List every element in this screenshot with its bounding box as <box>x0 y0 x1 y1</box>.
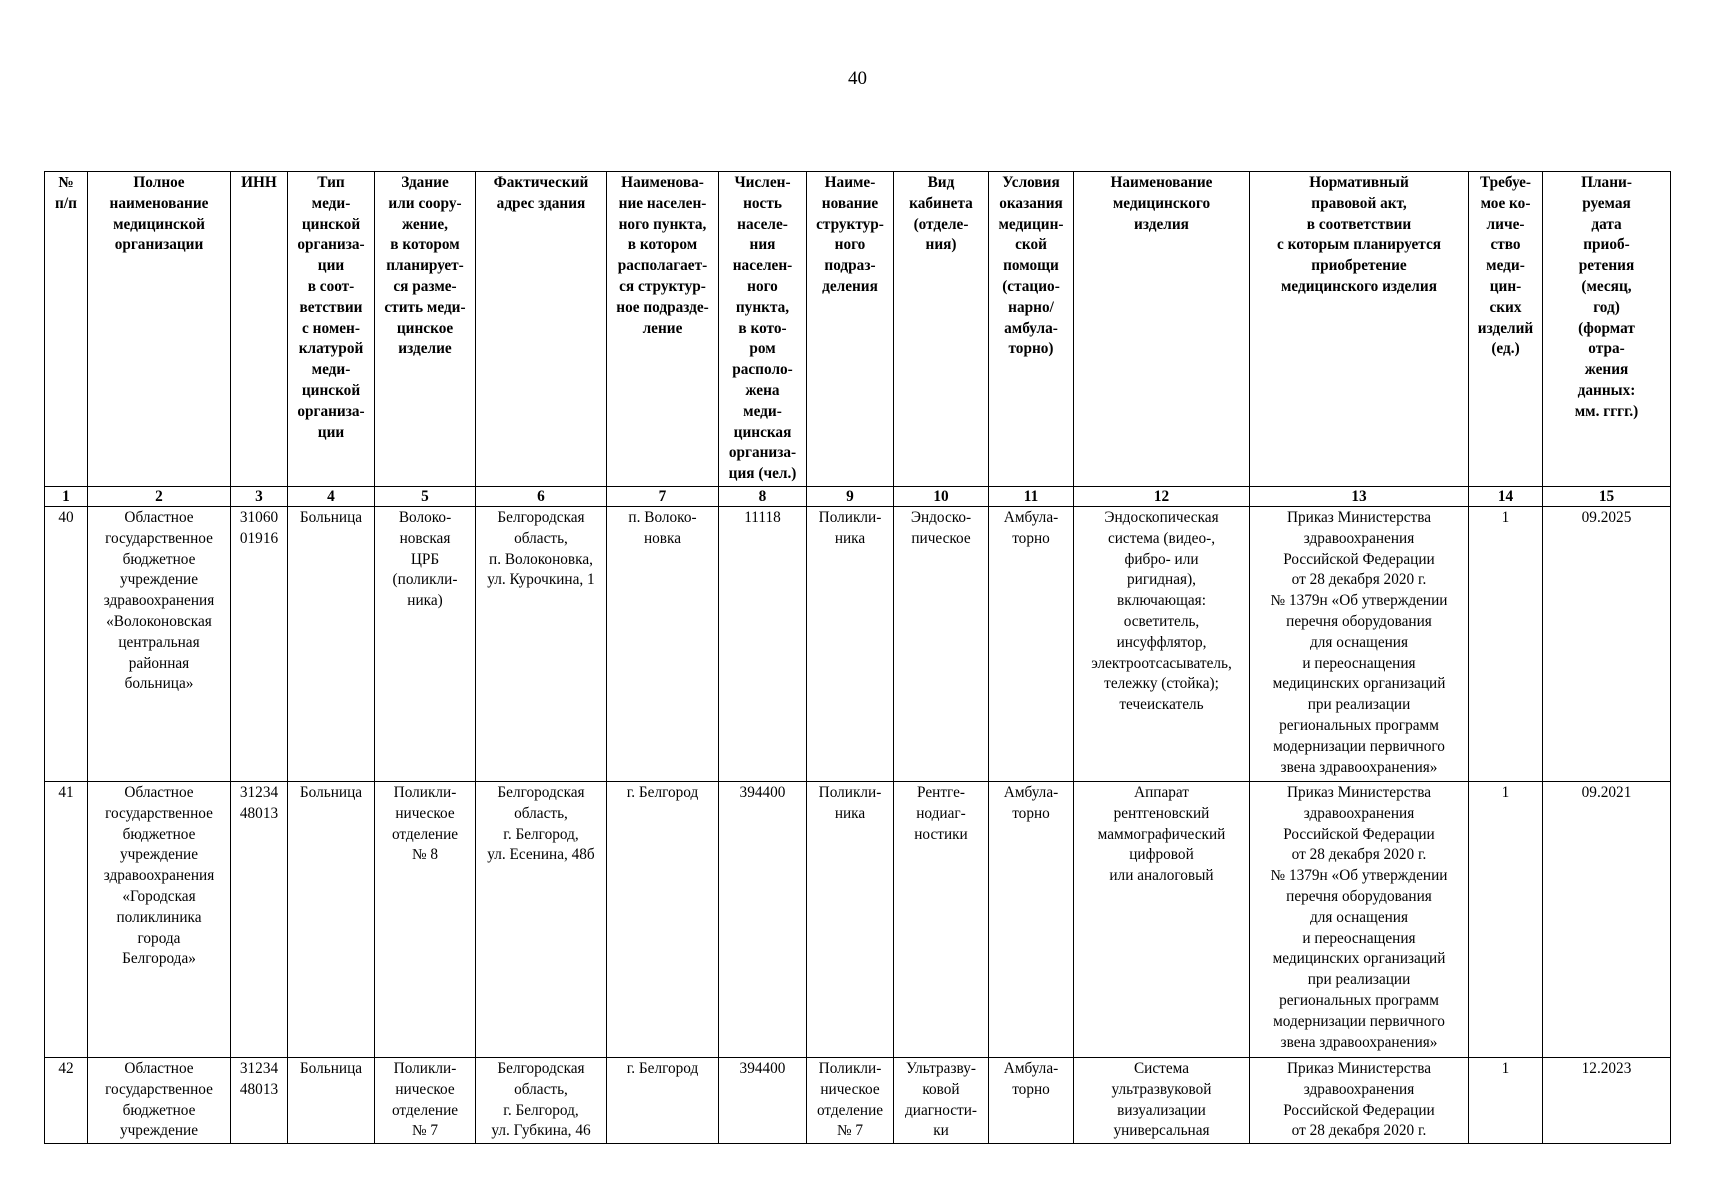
header-cell: № п/п <box>45 172 88 487</box>
table-cell: 1 <box>1469 1057 1543 1143</box>
table-cell: 09.2021 <box>1543 781 1671 1057</box>
header-cell: Условия оказания медицин- ской помощи (стацио- нарно/ амбула- торно) <box>989 172 1074 487</box>
table-cell: Белгородская область, п. Волоконовка, ул. Курочкина, 1 <box>476 506 607 781</box>
column-number: 14 <box>1469 486 1543 506</box>
table-cell: 41 <box>45 781 88 1057</box>
table-cell: Поликли- ническое отделение № 7 <box>807 1057 894 1143</box>
column-number: 13 <box>1250 486 1469 506</box>
table-cell: 394400 <box>719 1057 807 1143</box>
header-cell: Требуе- мое ко- личе- ство меди- цин- ских изделий (ед.) <box>1469 172 1543 487</box>
table-cell: Больница <box>288 1057 375 1143</box>
table-cell: 31234 48013 <box>231 781 288 1057</box>
table-cell: Белгородская область, г. Белгород, ул. Есенина, 48б <box>476 781 607 1057</box>
table-cell: Эндоскопическая система (видео-, фибро- или ригидная), включающая: осветитель, инсуффлятор, электроотсасыватель, тележку (стойка); течеискатель <box>1074 506 1250 781</box>
table-cell: г. Белгород <box>607 781 719 1057</box>
header-row <box>45 172 1671 487</box>
table-cell: Аппарат рентгеновский маммографический цифровой или аналоговый <box>1074 781 1250 1057</box>
table-cell: Поликли- ника <box>807 506 894 781</box>
header-cell: Плани- руемая дата приоб- ретения (месяц, год) (формат отра- жения данных: мм. гггг.) <box>1543 172 1671 487</box>
table-cell: Волоко- новская ЦРБ (поликли- ника) <box>375 506 476 781</box>
table-cell: Амбула- торно <box>989 1057 1074 1143</box>
table-cell: Эндоско- пическое <box>894 506 989 781</box>
table-cell: Приказ Министерства здравоохранения Российской Федерации от 28 декабря 2020 г. № 1379н «Об утверждении перечня оборудования для оснащения и переоснащения медицинских организаций при реализации региональных программ модернизации первичного звена здравоохранения» <box>1250 781 1469 1057</box>
column-number-row <box>45 486 1671 506</box>
table-cell: 42 <box>45 1057 88 1143</box>
column-number: 6 <box>476 486 607 506</box>
table-cell: 11118 <box>719 506 807 781</box>
table-cell: 12.2023 <box>1543 1057 1671 1143</box>
table-row <box>45 781 1671 1057</box>
column-number: 7 <box>607 486 719 506</box>
header-cell: Здание или соору- жение, в котором планирует- ся разме- стить меди- цинское изделие <box>375 172 476 487</box>
table-cell: 1 <box>1469 506 1543 781</box>
table-cell: Белгородская область, г. Белгород, ул. Губкина, 46 <box>476 1057 607 1143</box>
header-cell: ИНН <box>231 172 288 487</box>
table-cell: Областное государственное бюджетное учреждение <box>88 1057 231 1143</box>
table-cell: Приказ Министерства здравоохранения Российской Федерации от 28 декабря 2020 г. № 1379н «Об утверждении перечня оборудования для оснащения и переоснащения медицинских организаций при реализации региональных программ модернизации первичного звена здравоохранения» <box>1250 506 1469 781</box>
table-row <box>45 506 1671 781</box>
table-cell: п. Волоко- новка <box>607 506 719 781</box>
column-number: 5 <box>375 486 476 506</box>
table-cell: Областное государственное бюджетное учреждение здравоохранения «Городская поликлиника города Белгорода» <box>88 781 231 1057</box>
table-cell: Больница <box>288 506 375 781</box>
header-cell: Полное наименование медицинской организации <box>88 172 231 487</box>
column-number: 15 <box>1543 486 1671 506</box>
table-cell: Амбула- торно <box>989 506 1074 781</box>
table-cell: 394400 <box>719 781 807 1057</box>
column-number: 11 <box>989 486 1074 506</box>
table-cell: 31060 01916 <box>231 506 288 781</box>
table-cell: 31234 48013 <box>231 1057 288 1143</box>
table-cell: Поликли- ника <box>807 781 894 1057</box>
header-cell: Фактический адрес здания <box>476 172 607 487</box>
table-cell: Больница <box>288 781 375 1057</box>
column-number: 10 <box>894 486 989 506</box>
column-number: 9 <box>807 486 894 506</box>
header-cell: Наиме- нование структур- ного подраз- деления <box>807 172 894 487</box>
table-cell: Система ультразвуковой визуализации универсальная <box>1074 1057 1250 1143</box>
table-cell: Поликли- ническое отделение № 7 <box>375 1057 476 1143</box>
header-cell: Числен- ность населе- ния населен- ного пункта, в кото- ром располо- жена меди- цинская организа- ция (чел.) <box>719 172 807 487</box>
header-cell: Вид кабинета (отделе- ния) <box>894 172 989 487</box>
column-number: 4 <box>288 486 375 506</box>
table-cell: г. Белгород <box>607 1057 719 1143</box>
column-number: 8 <box>719 486 807 506</box>
page-number: 40 <box>848 68 867 89</box>
table-cell: Ультразву- ковой диагности- ки <box>894 1057 989 1143</box>
equipment-table <box>44 171 1671 1144</box>
header-cell: Наименование медицинского изделия <box>1074 172 1250 487</box>
column-number: 2 <box>88 486 231 506</box>
column-number: 3 <box>231 486 288 506</box>
column-number: 12 <box>1074 486 1250 506</box>
table-cell: Рентге- нодиаг- ностики <box>894 781 989 1057</box>
table-cell: Поликли- ническое отделение № 8 <box>375 781 476 1057</box>
header-cell: Тип меди- цинской организа- ции в соот- ветствии с номен- клатурой меди- цинской организа- ции <box>288 172 375 487</box>
header-cell: Наименова- ние населен- ного пункта, в котором располагает- ся структур- ное подразде- ление <box>607 172 719 487</box>
table-cell: Амбула- торно <box>989 781 1074 1057</box>
table-row <box>45 1057 1671 1143</box>
table-cell: Областное государственное бюджетное учреждение здравоохранения «Волоконовская центральная районная больница» <box>88 506 231 781</box>
column-number: 1 <box>45 486 88 506</box>
table-cell: 1 <box>1469 781 1543 1057</box>
table-cell: Приказ Министерства здравоохранения Российской Федерации от 28 декабря 2020 г. <box>1250 1057 1469 1143</box>
header-cell: Нормативный правовой акт, в соответствии с которым планируется приобретение медицинского изделия <box>1250 172 1469 487</box>
table-cell: 09.2025 <box>1543 506 1671 781</box>
table-cell: 40 <box>45 506 88 781</box>
